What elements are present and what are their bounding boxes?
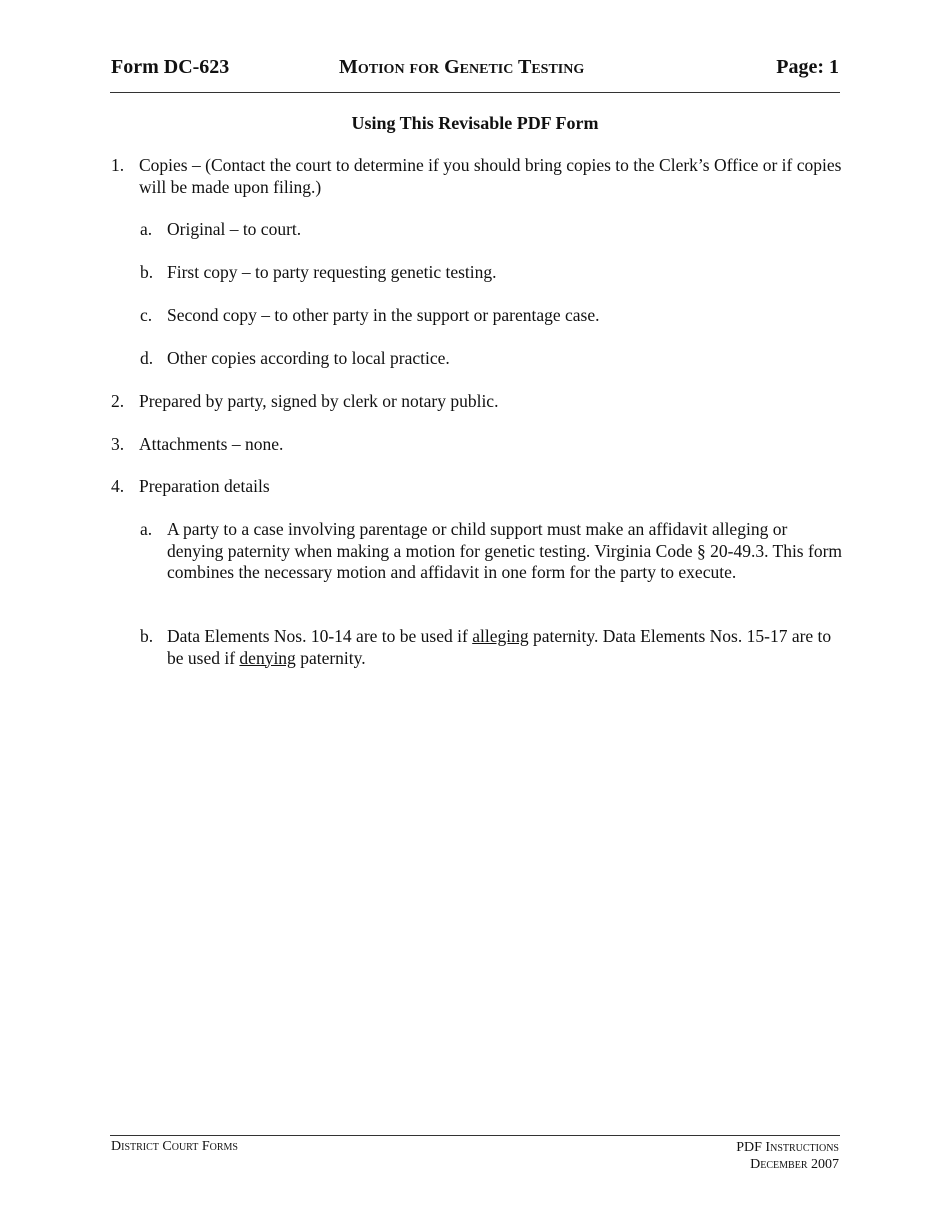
list-item-number: 2. bbox=[111, 391, 125, 411]
footer-divider bbox=[110, 1135, 840, 1136]
list-item-text: Prepared by party, signed by clerk or notary public. bbox=[139, 391, 499, 411]
footer-left: District Court Forms bbox=[111, 1139, 238, 1154]
sublist-item-label: d. bbox=[140, 348, 154, 368]
text-segment: paternity. Data Elements Nos. 15-17 are to be used if bbox=[167, 626, 832, 668]
footer-doc-type: PDF Instructions bbox=[736, 1140, 839, 1155]
list-item-number: 4. bbox=[111, 476, 125, 496]
header-divider bbox=[110, 92, 840, 93]
list-item-text: Attachments – none. bbox=[139, 434, 284, 454]
sublist-item-text: Original – to court. bbox=[167, 219, 302, 239]
page-title: Motion for Genetic Testing bbox=[339, 56, 585, 78]
list-item-number: 1. bbox=[111, 155, 125, 175]
sublist-item-label: b. bbox=[140, 626, 154, 646]
list-item-number: 3. bbox=[111, 434, 125, 454]
section-heading: Using This Revisable PDF Form bbox=[351, 113, 599, 133]
sublist-item-label: a. bbox=[140, 519, 153, 539]
sublist-item-text: First copy – to party requesting genetic testing. bbox=[167, 262, 497, 282]
underlined-term-alleging: alleging bbox=[472, 626, 529, 646]
form-id: Form DC-623 bbox=[111, 56, 230, 78]
sublist-item-label: b. bbox=[140, 262, 154, 282]
text-segment: Data Elements Nos. 10-14 are to be used if bbox=[167, 626, 473, 646]
list-item-text: Preparation details bbox=[139, 476, 270, 496]
footer-date: December 2007 bbox=[750, 1157, 839, 1172]
sublist-item-text: Second copy – to other party in the support or parentage case. bbox=[167, 305, 600, 325]
list-item-text: Copies – (Contact the court to determine if you should bring copies to the Clerk’s Office or if copies will be made upon filing.) bbox=[139, 155, 842, 197]
underlined-term-denying: denying bbox=[239, 647, 296, 668]
footer-right bbox=[736, 1139, 839, 1173]
sublist-item-label: c. bbox=[140, 305, 153, 325]
sublist-item-text: A party to a case involving parentage or child support must make an affidavit alleging or denying paternity when making a motion for genetic testing. Virginia Code § 20-49.3. This form combines the necessary motion and affidavit in one form for the party to execute. bbox=[167, 519, 843, 582]
sublist-item-text: Other copies according to local practice. bbox=[167, 348, 450, 368]
text-segment: paternity. bbox=[295, 647, 366, 668]
page-number: Page: 1 bbox=[776, 56, 839, 78]
page-header bbox=[111, 56, 839, 82]
sublist-item-text bbox=[167, 626, 842, 669]
sublist-item-label: a. bbox=[140, 219, 153, 239]
